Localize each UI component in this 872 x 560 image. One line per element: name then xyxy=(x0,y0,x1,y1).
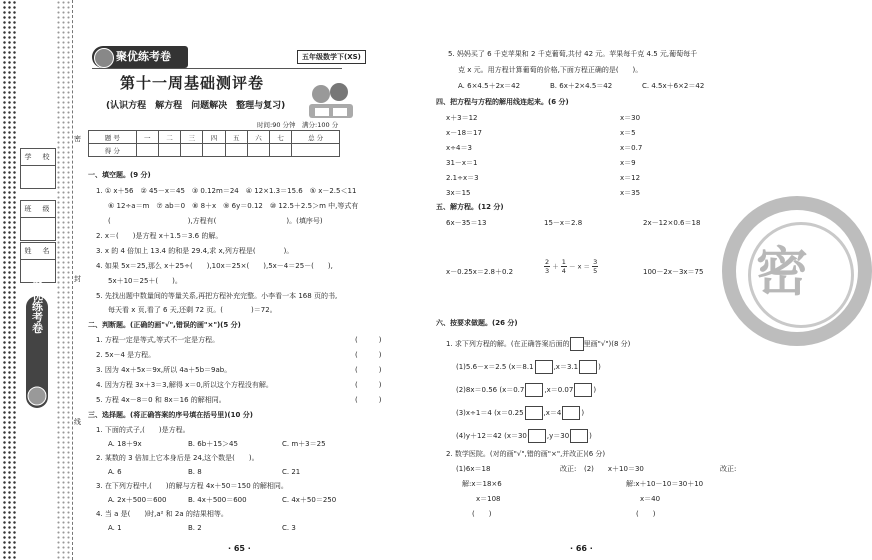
answer-paren[interactable]: ( ) xyxy=(355,381,382,389)
check-box[interactable] xyxy=(528,429,546,443)
operator: － xyxy=(569,262,576,271)
check-option: (x＝30 xyxy=(504,432,527,440)
diagnosis-line: (2) x＋10＝30 xyxy=(584,465,644,473)
check-option: ,x＝3.1 xyxy=(553,363,579,371)
cut-line xyxy=(72,0,73,560)
match-solution[interactable]: x＝35 xyxy=(620,189,641,197)
choice-question: 3. 在下列方程中,( )的解与方程 4x＋50＝150 的解相同。 xyxy=(96,482,288,490)
diagnosis-mark[interactable]: ( ) xyxy=(472,510,492,518)
seal-mark-xian: 线 xyxy=(74,418,81,426)
class-label: 班 级 xyxy=(21,201,55,218)
globe-icon xyxy=(94,48,114,68)
question-text: 1. ① x＋56 ② 45－x＝45 ③ 0.12m＝24 ④ 12×1.3＝15.6 ⑤ x－2.5＜11 xyxy=(96,187,357,195)
binding-strip xyxy=(0,0,82,560)
seal-mark-mi: 密 xyxy=(74,135,81,143)
check-option: (x＝0.25 xyxy=(494,409,524,417)
diagnosis-line: 解:x＋10－10＝30＋10 xyxy=(626,480,704,488)
section-heading: 二、判断题。(正确的画"√",错误的画"×")(5 分) xyxy=(88,321,241,329)
score-header-cell: 三 xyxy=(181,131,203,144)
check-item xyxy=(456,406,584,420)
solve-equation: 2x－12×0.6＝18 xyxy=(643,219,701,227)
score-cell[interactable] xyxy=(292,144,340,157)
check-box[interactable] xyxy=(525,406,543,420)
score-cell[interactable] xyxy=(225,144,247,157)
numerator: 1 xyxy=(561,258,566,266)
perforation-dots-inner xyxy=(56,0,70,560)
match-equation[interactable]: 2.1÷x＝3 xyxy=(446,174,479,182)
fix-label: 改正: xyxy=(560,465,577,473)
match-solution[interactable]: x＝30 xyxy=(620,114,641,122)
question-text: 3. x 的 4 倍加上 13.4 的和是 29.4,求 x,列方程是( )。 xyxy=(96,247,294,255)
check-item xyxy=(456,383,596,397)
score-cell[interactable] xyxy=(270,144,292,157)
fix-label: 改正: xyxy=(720,465,737,473)
question-text: 5. 妈妈买了 6 千克苹果和 2 千克葡萄,共付 42 元。苹果每千克 4.5 元,葡萄每千 xyxy=(448,50,698,58)
check-option: ,y＝30 xyxy=(546,432,570,440)
choice-option[interactable]: C. m＋3＝25 xyxy=(282,440,326,448)
section-heading: 六、按要求做题。(26 分) xyxy=(436,319,518,327)
score-cell[interactable] xyxy=(136,144,158,157)
match-equation[interactable]: 31－x＝1 xyxy=(446,159,478,167)
choice-question: 2. 某数的 3 倍加上它本身后是 24,这个数是( )。 xyxy=(96,454,259,462)
question-text: ⑥ 12÷a＝m ⑦ ab＝0 ⑧ 8＋x ⑨ 6y＝0.12 ⑩ 12.5＋2.5＞m 中,等式有 xyxy=(108,202,359,210)
score-header-cell: 七 xyxy=(270,131,292,144)
choice-option[interactable]: C. 21 xyxy=(282,468,301,476)
denominator: 4 xyxy=(561,267,566,275)
check-box[interactable] xyxy=(579,360,597,374)
fraction-equation xyxy=(544,258,598,275)
numerator: 3 xyxy=(593,258,598,266)
answer-paren[interactable]: ( ) xyxy=(355,366,382,374)
choice-option[interactable]: A. 6×4.5＋2x＝42 xyxy=(458,82,521,90)
brand-logo xyxy=(92,46,188,68)
perforation-dots xyxy=(2,0,18,560)
solve-equation: 15－x＝2.8 xyxy=(544,219,583,227)
page-subtitle: (认识方程 解方程 问题解决 整理与复习) xyxy=(106,101,286,111)
choice-option[interactable]: B. 6x＋2×4.5＝42 xyxy=(550,82,613,90)
check-option: ) xyxy=(581,409,585,417)
section-heading: 四、把方程与方程的解用线连起来。(6 分) xyxy=(436,98,569,106)
choice-option[interactable]: A. 1 xyxy=(108,524,122,532)
answer-paren[interactable]: ( ) xyxy=(355,336,382,344)
check-option: (x＝0.7 xyxy=(499,386,525,394)
judge-item: 3. 因为 4x＋5x＝9x,所以 4a＋5b＝9ab。 xyxy=(96,366,232,374)
choice-option[interactable]: B. 4x＋500＝600 xyxy=(188,496,247,504)
question-text: 2. 数学医院。(对的画"√",错的画"×",并改正)(6 分) xyxy=(446,450,606,458)
seal-mark-feng: 封 xyxy=(74,275,81,283)
score-header-cell: 一 xyxy=(136,131,158,144)
class-field[interactable] xyxy=(20,200,56,241)
question-text xyxy=(446,337,630,351)
diagnosis-line: x＝108 xyxy=(476,495,501,503)
vertical-brand-text: 聚优练考卷 xyxy=(30,278,44,334)
denominator: 3 xyxy=(545,267,550,275)
score-cell[interactable] xyxy=(203,144,225,157)
check-option: ) xyxy=(593,386,597,394)
question-text: 4. 如果 5x＝25,那么 x＋25÷( ),10x＝25×( ),5x－4＝25－( ), xyxy=(96,262,333,270)
variable: x xyxy=(577,262,582,271)
match-solution[interactable]: x＝0.7 xyxy=(620,144,643,152)
section-heading: 一、填空题。(9 分) xyxy=(88,171,151,179)
brand-text: 聚优练考卷 xyxy=(116,50,171,63)
score-header-cell: 总 分 xyxy=(292,131,340,144)
choice-option[interactable]: B. 2 xyxy=(188,524,202,532)
question-text: 5. 先找出题中数量间的等量关系,再把方程补充完整。小李看一本 168 页的书, xyxy=(96,292,338,300)
match-solution[interactable]: x＝12 xyxy=(620,174,641,182)
section-heading: 三、选择题。(将正确答案的序号填在括号里)(10 分) xyxy=(88,411,253,419)
match-solution[interactable]: x＝5 xyxy=(620,129,636,137)
section-heading: 五、解方程。(12 分) xyxy=(436,203,504,211)
diagnosis-line: x＝40 xyxy=(640,495,661,503)
match-equation[interactable]: x－18＝17 xyxy=(446,129,482,137)
check-box[interactable] xyxy=(525,383,543,397)
choice-option[interactable]: A. 18＋9x xyxy=(108,440,142,448)
school-label: 学 校 xyxy=(21,149,55,166)
school-field[interactable] xyxy=(20,148,56,189)
page-number-left: · 65 · xyxy=(228,544,251,553)
check-option: ,x＝0.07 xyxy=(544,386,574,394)
choice-question: 4. 当 a 是( )时,a² 和 2a 的结果相等。 xyxy=(96,510,228,518)
question-text: 每天看 x 页,看了 6 天,还剩 72 页。( )＝72。 xyxy=(108,306,277,314)
question-text-part: 里画"√")(8 分) xyxy=(583,340,631,348)
check-equation: (3)x÷1＝4 xyxy=(456,409,492,417)
operator: ＋ xyxy=(552,262,559,271)
solve-equation: x－0.25x＝2.8＋0.2 xyxy=(446,268,514,276)
score-table xyxy=(88,130,340,157)
diagnosis-line: 解:x＝18×6 xyxy=(462,480,502,488)
score-cell[interactable] xyxy=(181,144,203,157)
check-equation: (1)5.6－x＝2.5 xyxy=(456,363,507,371)
judge-item: 5. 方程 4x－8＝0 和 8x＝16 的解相同。 xyxy=(96,396,226,404)
secret-stamp-char: 密 xyxy=(756,243,809,303)
judge-item: 4. 因为方程 3x＋3＝3,解得 x＝0,所以这个方程没有解。 xyxy=(96,381,273,389)
check-equation: (2)8x＝0.56 xyxy=(456,386,498,394)
judge-item: 2. 5x－4 是方程。 xyxy=(96,351,156,359)
choice-option[interactable]: C. 4.5x＋6×2＝42 xyxy=(642,82,705,90)
score-header-cell: 四 xyxy=(203,131,225,144)
check-box[interactable] xyxy=(570,429,588,443)
choice-option[interactable]: A. 2x＋500＝600 xyxy=(108,496,167,504)
check-option: ) xyxy=(598,363,601,371)
fraction xyxy=(592,258,598,275)
score-header-cell: 题 号 xyxy=(89,131,137,144)
vertical-brand-logo xyxy=(20,278,56,412)
numerator: 2 xyxy=(545,258,550,266)
match-solution[interactable]: x＝9 xyxy=(620,159,636,167)
match-equation[interactable]: x÷4＝3 xyxy=(446,144,472,152)
name-label: 姓 名 xyxy=(21,243,55,260)
score-cell[interactable] xyxy=(158,144,180,157)
score-cell[interactable] xyxy=(247,144,269,157)
question-text: 2. x＝( )是方程 x＋1.5＝3.6 的解。 xyxy=(96,232,223,240)
grade-badge: 五年级数学下(XS) xyxy=(297,50,366,64)
score-header-cell: 五 xyxy=(225,131,247,144)
score-header-cell: 二 xyxy=(158,131,180,144)
score-header-cell: 六 xyxy=(247,131,269,144)
operator: ＝ xyxy=(583,262,591,271)
choice-option[interactable]: C. 4x＋50＝250 xyxy=(282,496,337,504)
students-illustration xyxy=(305,80,357,122)
page-title: 第十一周基础测评卷 xyxy=(120,74,265,92)
solve-equation: 6x－35＝13 xyxy=(446,219,487,227)
choice-option[interactable]: C. 3 xyxy=(282,524,296,532)
choice-option[interactable]: B. 6b＋15＞45 xyxy=(188,440,238,448)
time-score: 时间:90 分钟 满分:100 分 xyxy=(257,121,339,129)
check-box[interactable] xyxy=(574,383,592,397)
check-option: ,x＝4 xyxy=(543,409,562,417)
check-option: ) xyxy=(589,432,592,440)
match-equation[interactable]: x＋3＝12 xyxy=(446,114,478,122)
denominator: 5 xyxy=(593,267,598,275)
fraction xyxy=(561,258,567,275)
diagnosis-line: (1)6x＝18 xyxy=(456,465,491,473)
diagnosis-mark[interactable]: ( ) xyxy=(636,510,656,518)
header-rule xyxy=(92,68,342,69)
score-row-label: 得 分 xyxy=(89,144,137,157)
check-box[interactable] xyxy=(535,360,553,374)
page-number-right: · 66 · xyxy=(570,544,593,553)
answer-paren[interactable]: ( ) xyxy=(355,351,382,359)
question-text: 克 x 元。用方程计算葡萄的价格,下面方程正确的是( )。 xyxy=(458,66,643,74)
choice-option[interactable]: A. 6 xyxy=(108,468,122,476)
choice-option[interactable]: B. 8 xyxy=(188,468,202,476)
choice-question: 1. 下面的式子,( )是方程。 xyxy=(96,426,190,434)
check-equation: (4)y＋12＝42 xyxy=(456,432,502,440)
fraction xyxy=(544,258,550,275)
judge-item: 1. 方程一定是等式,等式不一定是方程。 xyxy=(96,336,220,344)
question-text-part: 1. 求下列方程的解。(在正确答案后面的 xyxy=(446,340,570,348)
name-field[interactable] xyxy=(20,242,56,283)
check-item xyxy=(456,360,601,374)
question-text: ( ),方程有( )。(填序号) xyxy=(108,217,323,225)
example-box xyxy=(570,337,584,351)
question-text: 5x＋10＝25＋( )。 xyxy=(108,277,182,285)
check-box[interactable] xyxy=(562,406,580,420)
solve-equation: 100－2x－3x＝75 xyxy=(643,268,704,276)
answer-paren[interactable]: ( ) xyxy=(355,396,382,404)
check-item xyxy=(456,429,592,443)
check-option: (x＝8.1 xyxy=(508,363,534,371)
match-equation[interactable]: 3x＝15 xyxy=(446,189,471,197)
